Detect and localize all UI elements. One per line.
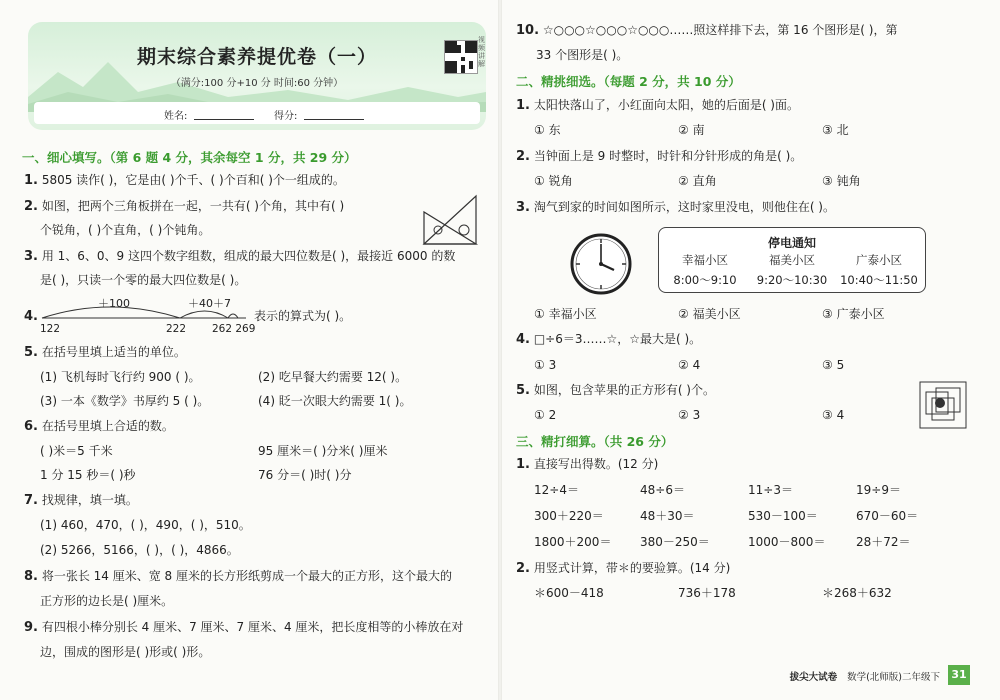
choice-2-opt-a[interactable]: ① 锐角	[534, 174, 573, 188]
name-label: 姓名:	[164, 111, 188, 122]
question-9	[24, 619, 463, 636]
vertical-calc-1: ＊600－418	[534, 586, 604, 600]
question-10	[516, 22, 897, 39]
choice-2	[516, 148, 802, 165]
choice-3-opt-c[interactable]: ③ 广泰小区	[822, 307, 885, 321]
exam-subtitle: （满分:100 分+10 分 时间:60 分钟）	[170, 78, 344, 89]
choice-1-opt-c[interactable]: ③ 北	[822, 123, 849, 137]
notice-col-2: 福美小区	[769, 253, 815, 267]
question-text: 找规律，填一填。	[41, 493, 138, 507]
choice-1	[516, 97, 799, 114]
choice-5	[516, 382, 715, 399]
question-number: 4.	[516, 332, 530, 347]
score-label: 得分:	[274, 111, 298, 122]
question-1	[24, 172, 345, 189]
right-page	[512, 0, 982, 700]
exam-title: 期末综合素养提优卷（一）	[136, 46, 377, 68]
score-field[interactable]	[304, 119, 364, 120]
jump-label-1: ＋100	[98, 297, 130, 310]
choice-5-opt-c[interactable]: ③ 4	[822, 408, 845, 422]
question-3-cont: 是( )，只读一个零的最大四位数是( )。	[40, 273, 247, 287]
notice-time-2: 9:20～10:30	[756, 273, 828, 287]
footer	[790, 669, 940, 683]
question-5b: (2) 吃早餐大约需要 12( )。	[258, 370, 408, 384]
question-text: 直接写出得数。(12 分)	[533, 457, 659, 471]
question-number: 6.	[24, 419, 38, 434]
choice-2-opt-b[interactable]: ② 直角	[678, 174, 717, 188]
question-6d: 76 分＝( )时( )分	[258, 468, 352, 482]
question-text: 如图，包含苹果的正方形有( )个。	[533, 383, 715, 397]
question-10-cont: 33 个图形是( )。	[536, 48, 629, 62]
question-2-cont: 个锐角，( )个直角，( )个钝角。	[40, 223, 211, 237]
question-text: ☆○○○☆○○○☆○○○……照这样排下去，第 16 个图形是( )，第	[542, 23, 898, 37]
question-7a: (1) 460，470，( )，490，( )，510。	[40, 518, 251, 532]
vertical-calc-3: ＊268＋632	[822, 586, 892, 600]
question-2	[24, 198, 344, 215]
vertical-calc-2: 736＋178	[678, 586, 736, 600]
calc-item: 48＋30＝	[640, 509, 695, 523]
question-3	[24, 248, 455, 265]
choice-3	[516, 199, 835, 216]
brand-label: 拔尖大试卷	[789, 672, 838, 683]
question-5c: (3) 一本《数学》书厚约 5 ( )。	[40, 394, 210, 408]
calc-item: 300＋220＝	[534, 509, 604, 523]
clock-icon	[570, 233, 632, 295]
question-number: 3.	[516, 200, 530, 215]
question-number: 2.	[516, 561, 530, 576]
question-text: 在括号里填上合适的数。	[41, 419, 174, 433]
choice-4-opt-c[interactable]: ③ 5	[822, 358, 845, 372]
page-number: 31	[948, 665, 970, 685]
choice-5-opt-b[interactable]: ② 3	[678, 408, 701, 422]
notice-col-1: 幸福小区	[682, 253, 728, 267]
calc-2	[516, 560, 730, 577]
question-text: 有四根小棒分别长 4 厘米、7 厘米、7 厘米、4 厘米，把长度相等的小棒放在对	[41, 620, 464, 634]
triangle-set-figure	[420, 192, 480, 246]
question-number: 10.	[516, 23, 540, 38]
question-number: 8.	[24, 569, 38, 584]
choice-3-opt-b[interactable]: ② 福美小区	[678, 307, 741, 321]
power-outage-notice	[658, 227, 926, 293]
calc-item: 11÷3＝	[748, 483, 793, 497]
question-number: 5.	[516, 383, 530, 398]
question-6b: 95 厘米＝( )分米( )厘米	[258, 444, 388, 458]
name-score-bar	[34, 102, 480, 124]
section-3-heading: 三、精打细算。（共 26 分）	[516, 434, 674, 449]
question-text: 太阳快落山了，小红面向太阳，她的后面是( )面。	[533, 98, 799, 112]
calc-item: 19÷9＝	[856, 483, 901, 497]
exam-header	[28, 22, 486, 130]
question-number: 3.	[24, 249, 38, 264]
question-text: 如图，把两个三角板拼在一起，一共有( )个角，其中有( )	[41, 199, 345, 213]
question-text: 淘气到家的时间如图所示，这时家里没电，则他住在( )。	[533, 200, 835, 214]
choice-2-opt-c[interactable]: ③ 钝角	[822, 174, 861, 188]
section-1-heading: 一、细心填写。（第 6 题 4 分，其余每空 1 分，共 29 分）	[22, 150, 357, 165]
question-number: 1.	[516, 457, 530, 472]
section-2-heading: 二、精挑细选。（每题 2 分，共 10 分）	[516, 74, 741, 89]
notice-time-3: 10:40～11:50	[840, 273, 918, 287]
question-number: 1.	[516, 98, 530, 113]
choice-1-opt-b[interactable]: ② 南	[678, 123, 705, 137]
question-5d: (4) 眨一次眼大约需要 1( )。	[258, 394, 412, 408]
question-number: 7.	[24, 493, 38, 508]
choice-1-opt-a[interactable]: ① 东	[534, 123, 561, 137]
question-6	[24, 418, 174, 435]
calc-item: 530－100＝	[748, 509, 818, 523]
question-number: 4.	[24, 309, 38, 324]
calc-item: 48÷6＝	[640, 483, 685, 497]
question-8-cont: 正方形的边长是( )厘米。	[40, 594, 174, 608]
choice-4-opt-b[interactable]: ② 4	[678, 358, 701, 372]
question-text: 用 1、6、0、9 这四个数字组数，组成的最大四位数是( )，最接近 6000 的数	[41, 249, 456, 263]
calc-item: 28＋72＝	[856, 535, 911, 549]
name-field[interactable]	[194, 119, 254, 120]
qr-code-icon	[444, 40, 478, 74]
question-text: 当钟面上是 9 时整时，时针和分针形成的角是( )。	[533, 149, 803, 163]
book-spine	[498, 0, 502, 700]
left-page	[18, 0, 488, 700]
question-number: 1.	[24, 173, 38, 188]
jump-label-2: ＋40＋7	[188, 297, 231, 310]
question-5a: (1) 飞机每时飞行约 900 ( )。	[40, 370, 201, 384]
calc-item: 670－60＝	[856, 509, 919, 523]
question-5	[24, 344, 186, 361]
question-text: 5805 读作( )，它是由( )个千、( )个百和( )个一组成的。	[41, 173, 345, 187]
calc-1	[516, 456, 658, 473]
question-6a: ( )米＝5 千米	[40, 444, 113, 458]
tick-262-269: 262 269	[212, 323, 256, 335]
notice-col-3: 广泰小区	[856, 253, 902, 267]
question-text: □÷6＝3……☆，☆最大是( )。	[533, 332, 702, 346]
question-text: 用竖式计算，带＊的要验算。(14 分)	[533, 561, 731, 575]
calc-item: 1000－800＝	[748, 535, 826, 549]
subject-label: 数学(北师版)二年级下	[847, 672, 940, 683]
notice-title: 停电通知	[767, 236, 816, 250]
question-4-text: 表示的算式为( )。	[254, 309, 352, 323]
tick-122: 122	[40, 323, 61, 335]
question-number: 2.	[24, 199, 38, 214]
calc-item: 1800＋200＝	[534, 535, 612, 549]
question-number: 2.	[516, 149, 530, 164]
notice-time-1: 8:00～9:10	[673, 273, 737, 287]
qr-label: 视频讲解	[478, 36, 485, 68]
question-number: 9.	[24, 620, 38, 635]
question-text: 将一张长 14 厘米、宽 8 厘米的长方形纸剪成一个最大的正方形，这个最大的	[41, 569, 452, 583]
choice-3-opt-a[interactable]: ① 幸福小区	[534, 307, 597, 321]
question-text: 在括号里填上适当的单位。	[41, 345, 186, 359]
question-7	[24, 492, 138, 509]
choice-5-opt-a[interactable]: ① 2	[534, 408, 557, 422]
question-6c: 1 分 15 秒＝( )秒	[40, 468, 136, 482]
tick-222: 222	[166, 323, 187, 335]
choice-4-opt-a[interactable]: ① 3	[534, 358, 557, 372]
question-8	[24, 568, 452, 585]
question-9-cont: 边，围成的图形是( )形或( )形。	[40, 645, 211, 659]
calc-item: 12÷4＝	[534, 483, 579, 497]
calc-item: 380－250＝	[640, 535, 710, 549]
question-number: 5.	[24, 345, 38, 360]
choice-4	[516, 331, 701, 348]
squares-apple-figure	[918, 380, 970, 432]
question-4	[24, 308, 38, 325]
question-7b: (2) 5266，5166，( )，( )，4866。	[40, 543, 239, 557]
